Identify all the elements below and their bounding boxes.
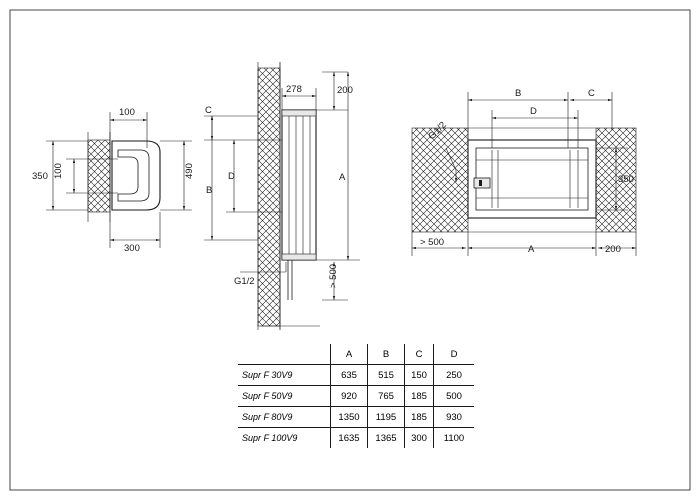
table-header-D: D [434,344,475,365]
label-right-350: 350 [618,174,634,185]
label-left-100: 100 [119,107,135,118]
label-mid-200: 200 [337,85,353,96]
label-right-B: B [515,88,522,99]
middle-view-group [204,62,360,330]
table-cell-D: 250 [434,365,475,386]
wall-hatch-right-left [412,128,468,232]
table-cell-A: 1635 [331,428,368,449]
label-left-100b: 100 [53,163,64,179]
table-cell-D: 500 [434,386,475,407]
table-cell-A: 635 [331,365,368,386]
label-mid-C: C [205,105,212,116]
label-left-350: 350 [32,171,48,182]
label-mid-D: D [228,171,235,182]
table-cell-B: 515 [368,365,405,386]
left-view-group [32,107,195,254]
table-cell-B: 765 [368,386,405,407]
dimension-table-wrap [238,344,474,448]
label-mid-G12: G1/2 [234,276,255,287]
table-row [238,428,474,449]
table-cell-C: 300 [405,428,434,449]
table-header-model [238,344,331,365]
table-header-row [238,344,474,365]
table-cell-B: 1195 [368,407,405,428]
table-cell-model: Supr F 50V9 [238,386,331,407]
label-right-D: D [530,106,537,117]
label-right-C: C [588,88,595,99]
dimension-table [238,344,474,448]
wall-hatch-middle [258,68,280,326]
label-mid-B: B [206,185,213,196]
table-cell-model: Supr F 80V9 [238,407,331,428]
table-cell-model: Supr F 100V9 [238,428,331,449]
label-right-G12: G1/2 [426,119,449,143]
table-cell-D: 1100 [434,428,475,449]
label-mid-A: A [339,172,346,183]
table-cell-A: 920 [331,386,368,407]
table-cell-model: Supr F 30V9 [238,365,331,386]
label-mid-min500: > 500 [328,263,339,288]
label-left-300: 300 [124,243,140,254]
table-header-A: A [331,344,368,365]
table-row [238,365,474,386]
label-right-A: A [528,244,535,255]
table-row [238,407,474,428]
table-cell-C: 185 [405,386,434,407]
table-cell-B: 1365 [368,428,405,449]
table-row [238,386,474,407]
table-header-C: C [405,344,434,365]
wall-hatch-left [88,140,110,212]
label-right-min500: > 500 [420,237,445,248]
appliance-body-right [476,148,588,210]
table-cell-A: 1350 [331,407,368,428]
label-right-200: 200 [605,244,621,255]
table-cell-C: 150 [405,365,434,386]
label-mid-278: 278 [286,84,302,95]
table-body [238,365,474,449]
appliance-body-middle [282,110,316,260]
table-header-B: B [368,344,405,365]
table-cell-D: 930 [434,407,475,428]
label-left-490: 490 [184,163,195,179]
table-cell-C: 185 [405,407,434,428]
right-view-group [412,88,636,256]
